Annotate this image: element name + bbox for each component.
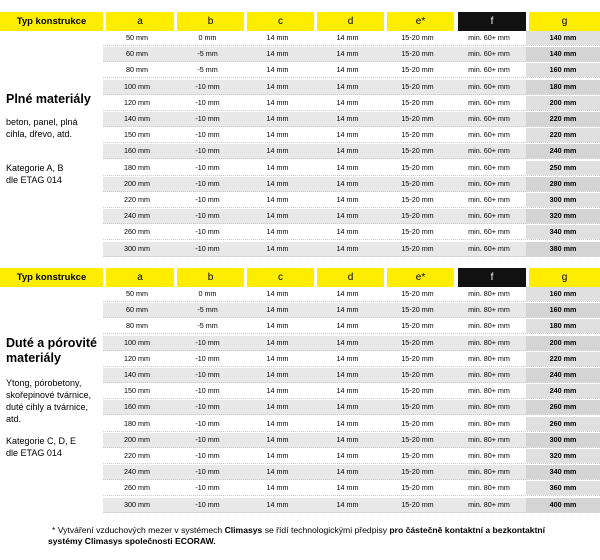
header-col-b: b bbox=[177, 12, 244, 31]
cell-d: 14 mm bbox=[336, 370, 359, 379]
cell-c: 14 mm bbox=[266, 434, 289, 444]
cell-d: 14 mm bbox=[336, 321, 359, 331]
cell-b: -10 mm bbox=[195, 227, 220, 237]
cell-b: -10 mm bbox=[195, 499, 220, 509]
header-col-c: c bbox=[247, 12, 314, 31]
cell-a: 160 mm bbox=[124, 146, 150, 156]
cell-d: 14 mm bbox=[336, 451, 359, 460]
cell-c: 14 mm bbox=[266, 162, 289, 172]
cell-c: 14 mm bbox=[266, 499, 289, 509]
cell-f: min. 60+ mm bbox=[468, 114, 510, 123]
section-category-line-2: dle ETAG 014 bbox=[6, 175, 62, 185]
cell-g: 200 mm bbox=[526, 336, 600, 350]
cell-g: 180 mm bbox=[526, 80, 600, 94]
cell-d: 14 mm bbox=[336, 305, 359, 315]
cell-a: 60 mm bbox=[126, 305, 148, 315]
table-row bbox=[103, 481, 600, 496]
cell-g: 240 mm bbox=[526, 144, 600, 158]
cell-c: 14 mm bbox=[266, 386, 289, 396]
table-row bbox=[103, 63, 600, 78]
table-row bbox=[103, 47, 600, 62]
cell-c: 14 mm bbox=[266, 211, 289, 221]
header-col-f: f bbox=[458, 12, 526, 31]
cell-g: 200 mm bbox=[526, 96, 600, 110]
cell-d: 14 mm bbox=[336, 467, 359, 477]
cell-e: 15-20 mm bbox=[401, 321, 434, 331]
header-col-a: a bbox=[106, 12, 174, 31]
cell-e: 15-20 mm bbox=[401, 65, 434, 75]
cell-d: 14 mm bbox=[336, 33, 359, 42]
cell-f: min. 80+ mm bbox=[468, 451, 510, 460]
cell-g: 300 mm bbox=[526, 193, 600, 207]
cell-e: 15-20 mm bbox=[401, 146, 434, 156]
cell-g: 250 mm bbox=[526, 161, 600, 175]
cell-c: 14 mm bbox=[266, 243, 289, 253]
cell-c: 14 mm bbox=[266, 483, 289, 493]
cell-f: min. 80+ mm bbox=[468, 353, 510, 363]
table-row bbox=[103, 80, 600, 95]
cell-e: 15-20 mm bbox=[401, 162, 434, 172]
cell-e: 15-20 mm bbox=[401, 434, 434, 444]
cell-c: 14 mm bbox=[266, 402, 289, 412]
cell-f: min. 80+ mm bbox=[468, 321, 510, 331]
cell-b: -5 mm bbox=[197, 65, 218, 75]
cell-b: -10 mm bbox=[195, 243, 220, 253]
table-row bbox=[103, 498, 600, 513]
table-row bbox=[103, 449, 600, 464]
cell-e: 15-20 mm bbox=[401, 483, 434, 493]
cell-e: 15-20 mm bbox=[401, 289, 434, 298]
section-title: Plné materiály bbox=[6, 92, 91, 106]
header-col-b: b bbox=[177, 268, 244, 287]
cell-f: min. 80+ mm bbox=[468, 483, 510, 493]
cell-f: min. 80+ mm bbox=[468, 305, 510, 315]
cell-e: 15-20 mm bbox=[401, 114, 434, 123]
cell-a: 220 mm bbox=[124, 451, 150, 460]
cell-g: 160 mm bbox=[526, 63, 600, 77]
cell-f: min. 60+ mm bbox=[468, 178, 510, 188]
cell-a: 50 mm bbox=[126, 33, 148, 42]
cell-g: 140 mm bbox=[526, 47, 600, 61]
cell-g: 320 mm bbox=[526, 209, 600, 223]
cell-b: -10 mm bbox=[195, 97, 220, 107]
cell-g: 220 mm bbox=[526, 352, 600, 366]
cell-f: min. 60+ mm bbox=[468, 130, 510, 140]
cell-b: -10 mm bbox=[195, 114, 220, 123]
section-category-line-2: dle ETAG 014 bbox=[6, 448, 62, 458]
section-desc-line-2: cihla, dřevo, atd. bbox=[6, 129, 73, 139]
cell-e: 15-20 mm bbox=[401, 130, 434, 140]
cell-b: -10 mm bbox=[195, 370, 220, 379]
cell-g: 340 mm bbox=[526, 225, 600, 239]
cell-d: 14 mm bbox=[336, 289, 359, 298]
cell-g: 280 mm bbox=[526, 177, 600, 191]
cell-g: 140 mm bbox=[526, 31, 600, 45]
cell-f: min. 80+ mm bbox=[468, 337, 510, 347]
cell-b: -10 mm bbox=[195, 178, 220, 188]
cell-a: 80 mm bbox=[126, 321, 148, 331]
cell-b: -10 mm bbox=[195, 130, 220, 140]
table-row bbox=[103, 31, 600, 46]
cell-f: min. 60+ mm bbox=[468, 49, 510, 59]
cell-d: 14 mm bbox=[336, 178, 359, 188]
table-row bbox=[103, 96, 600, 111]
cell-f: min. 80+ mm bbox=[468, 467, 510, 477]
cell-c: 14 mm bbox=[266, 178, 289, 188]
cell-b: -10 mm bbox=[195, 353, 220, 363]
cell-g: 240 mm bbox=[526, 368, 600, 382]
footnote-part-2: Climasys bbox=[224, 525, 263, 535]
cell-a: 60 mm bbox=[126, 49, 148, 59]
cell-f: min. 60+ mm bbox=[468, 227, 510, 237]
cell-g: 400 mm bbox=[526, 498, 600, 512]
cell-c: 14 mm bbox=[266, 337, 289, 347]
cell-a: 260 mm bbox=[124, 483, 150, 493]
section-desc-line-4: atd. bbox=[6, 414, 22, 424]
cell-e: 15-20 mm bbox=[401, 49, 434, 59]
cell-d: 14 mm bbox=[336, 386, 359, 396]
cell-a: 240 mm bbox=[124, 211, 150, 221]
cell-d: 14 mm bbox=[336, 146, 359, 156]
cell-e: 15-20 mm bbox=[401, 386, 434, 396]
cell-b: -10 mm bbox=[195, 483, 220, 493]
cell-f: min. 60+ mm bbox=[468, 243, 510, 253]
cell-b: -10 mm bbox=[195, 337, 220, 347]
table-row bbox=[103, 400, 600, 415]
section-desc-line-1: beton, panel, plná bbox=[6, 117, 78, 127]
table-row bbox=[103, 209, 600, 224]
table-row bbox=[103, 319, 600, 334]
cell-d: 14 mm bbox=[336, 353, 359, 363]
cell-f: min. 80+ mm bbox=[468, 499, 510, 509]
section-category-line-1: Kategorie A, B bbox=[6, 163, 64, 173]
cell-d: 14 mm bbox=[336, 434, 359, 444]
cell-f: min. 60+ mm bbox=[468, 146, 510, 156]
table-row bbox=[103, 144, 600, 159]
cell-e: 15-20 mm bbox=[401, 402, 434, 412]
cell-c: 14 mm bbox=[266, 81, 289, 91]
cell-b: -10 mm bbox=[195, 451, 220, 460]
cell-a: 260 mm bbox=[124, 227, 150, 237]
table-section-hollow bbox=[0, 268, 600, 508]
cell-b: -5 mm bbox=[197, 49, 218, 59]
section-title-line-1: Duté a pórovité bbox=[6, 336, 97, 350]
cell-g: 240 mm bbox=[526, 384, 600, 398]
cell-c: 14 mm bbox=[266, 353, 289, 363]
section-category-line-1: Kategorie C, D, E bbox=[6, 436, 77, 446]
cell-e: 15-20 mm bbox=[401, 211, 434, 221]
cell-g: 160 mm bbox=[526, 287, 600, 301]
cell-g: 260 mm bbox=[526, 417, 600, 431]
table-row bbox=[103, 128, 600, 143]
cell-b: -10 mm bbox=[195, 146, 220, 156]
cell-g: 160 mm bbox=[526, 303, 600, 317]
section-desc-line-2: skořepinové tvárnice, bbox=[6, 390, 92, 400]
cell-a: 120 mm bbox=[124, 97, 150, 107]
cell-e: 15-20 mm bbox=[401, 451, 434, 460]
cell-b: -10 mm bbox=[195, 418, 220, 428]
cell-c: 14 mm bbox=[266, 195, 289, 204]
cell-a: 300 mm bbox=[124, 499, 150, 509]
cell-d: 14 mm bbox=[336, 337, 359, 347]
cell-a: 120 mm bbox=[124, 353, 150, 363]
cell-a: 180 mm bbox=[124, 418, 150, 428]
table-row bbox=[103, 352, 600, 367]
cell-b: -10 mm bbox=[195, 467, 220, 477]
cell-f: min. 80+ mm bbox=[468, 370, 510, 379]
cell-f: min. 60+ mm bbox=[468, 81, 510, 91]
cell-d: 14 mm bbox=[336, 483, 359, 493]
cell-e: 15-20 mm bbox=[401, 81, 434, 91]
cell-d: 14 mm bbox=[336, 418, 359, 428]
cell-a: 150 mm bbox=[124, 386, 150, 396]
cell-a: 200 mm bbox=[124, 434, 150, 444]
cell-b: -10 mm bbox=[195, 162, 220, 172]
cell-b: -5 mm bbox=[197, 321, 218, 331]
cell-c: 14 mm bbox=[266, 114, 289, 123]
header-col-c: c bbox=[247, 268, 314, 287]
cell-c: 14 mm bbox=[266, 97, 289, 107]
cell-d: 14 mm bbox=[336, 114, 359, 123]
table-row bbox=[103, 433, 600, 448]
table-row bbox=[103, 193, 600, 208]
cell-a: 140 mm bbox=[124, 114, 150, 123]
table-row bbox=[103, 303, 600, 318]
cell-d: 14 mm bbox=[336, 499, 359, 509]
cell-d: 14 mm bbox=[336, 402, 359, 412]
cell-f: min. 80+ mm bbox=[468, 402, 510, 412]
cell-e: 15-20 mm bbox=[401, 33, 434, 42]
cell-b: -10 mm bbox=[195, 211, 220, 221]
table-row bbox=[103, 225, 600, 240]
header-col-f: f bbox=[458, 268, 526, 287]
cell-g: 220 mm bbox=[526, 112, 600, 126]
cell-a: 100 mm bbox=[124, 337, 150, 347]
cell-e: 15-20 mm bbox=[401, 418, 434, 428]
cell-a: 150 mm bbox=[124, 130, 150, 140]
cell-g: 360 mm bbox=[526, 481, 600, 495]
table-row bbox=[103, 336, 600, 351]
cell-g: 320 mm bbox=[526, 449, 600, 463]
footnote-part-1: * Vytváření vzduchových mezer v systémech bbox=[52, 525, 225, 535]
cell-e: 15-20 mm bbox=[401, 178, 434, 188]
cell-c: 14 mm bbox=[266, 289, 289, 298]
header-type-construction: Typ konstrukce bbox=[0, 12, 103, 31]
cell-d: 14 mm bbox=[336, 97, 359, 107]
table-row bbox=[103, 242, 600, 257]
table-row bbox=[103, 177, 600, 192]
table-row bbox=[103, 465, 600, 480]
cell-e: 15-20 mm bbox=[401, 305, 434, 315]
cell-a: 50 mm bbox=[126, 289, 148, 298]
cell-b: -10 mm bbox=[195, 434, 220, 444]
cell-g: 300 mm bbox=[526, 433, 600, 447]
cell-c: 14 mm bbox=[266, 49, 289, 59]
header-col-e: e* bbox=[387, 268, 454, 287]
footnote-part-3: se řídí technologickými předpisy bbox=[262, 525, 390, 535]
cell-g: 180 mm bbox=[526, 319, 600, 333]
table-row bbox=[103, 384, 600, 399]
cell-f: min. 60+ mm bbox=[468, 33, 510, 42]
cell-d: 14 mm bbox=[336, 65, 359, 75]
footnote-part-4: pro částečně kontaktní a bezkontaktní bbox=[389, 525, 546, 535]
cell-f: min. 60+ mm bbox=[468, 195, 510, 204]
cell-a: 100 mm bbox=[124, 81, 150, 91]
header-col-g: g bbox=[529, 12, 600, 31]
cell-c: 14 mm bbox=[266, 227, 289, 237]
cell-b: -10 mm bbox=[195, 402, 220, 412]
header-type-construction: Typ konstrukce bbox=[0, 268, 103, 287]
cell-d: 14 mm bbox=[336, 227, 359, 237]
cell-g: 260 mm bbox=[526, 400, 600, 414]
cell-g: 220 mm bbox=[526, 128, 600, 142]
cell-e: 15-20 mm bbox=[401, 467, 434, 477]
cell-e: 15-20 mm bbox=[401, 97, 434, 107]
cell-f: min. 60+ mm bbox=[468, 65, 510, 75]
cell-c: 14 mm bbox=[266, 467, 289, 477]
cell-b: -5 mm bbox=[197, 305, 218, 315]
cell-e: 15-20 mm bbox=[401, 243, 434, 253]
header-col-g: g bbox=[529, 268, 600, 287]
cell-e: 15-20 mm bbox=[401, 195, 434, 204]
cell-c: 14 mm bbox=[266, 130, 289, 140]
section-desc-line-3: duté cihly a tvárnice, bbox=[6, 402, 89, 412]
cell-b: -10 mm bbox=[195, 81, 220, 91]
cell-f: min. 80+ mm bbox=[468, 434, 510, 444]
header-col-a: a bbox=[106, 268, 174, 287]
cell-e: 15-20 mm bbox=[401, 337, 434, 347]
header-col-d: d bbox=[317, 268, 384, 287]
cell-d: 14 mm bbox=[336, 211, 359, 221]
cell-a: 160 mm bbox=[124, 402, 150, 412]
cell-e: 15-20 mm bbox=[401, 370, 434, 379]
cell-c: 14 mm bbox=[266, 146, 289, 156]
cell-f: min. 80+ mm bbox=[468, 418, 510, 428]
table-row bbox=[103, 161, 600, 176]
table-row bbox=[103, 368, 600, 383]
cell-c: 14 mm bbox=[266, 321, 289, 331]
cell-a: 80 mm bbox=[126, 65, 148, 75]
cell-d: 14 mm bbox=[336, 49, 359, 59]
section-desc-line-1: Ytong, pórobetony, bbox=[6, 378, 82, 388]
cell-c: 14 mm bbox=[266, 65, 289, 75]
cell-a: 220 mm bbox=[124, 195, 150, 204]
cell-f: min. 60+ mm bbox=[468, 211, 510, 221]
cell-d: 14 mm bbox=[336, 195, 359, 204]
footnote-part-5: systémy Climasys společnosti ECORAW. bbox=[48, 536, 216, 546]
cell-d: 14 mm bbox=[336, 162, 359, 172]
cell-e: 15-20 mm bbox=[401, 227, 434, 237]
cell-a: 180 mm bbox=[124, 162, 150, 172]
cell-c: 14 mm bbox=[266, 370, 289, 379]
cell-g: 340 mm bbox=[526, 465, 600, 479]
cell-f: min. 80+ mm bbox=[468, 289, 510, 298]
cell-b: -10 mm bbox=[195, 386, 220, 396]
table-row bbox=[103, 417, 600, 432]
cell-b: 0 mm bbox=[198, 33, 217, 42]
cell-d: 14 mm bbox=[336, 130, 359, 140]
cell-c: 14 mm bbox=[266, 305, 289, 315]
section-title-line-2: materiály bbox=[6, 351, 61, 365]
cell-f: min. 60+ mm bbox=[468, 162, 510, 172]
cell-e: 15-20 mm bbox=[401, 353, 434, 363]
cell-g: 380 mm bbox=[526, 242, 600, 256]
cell-e: 15-20 mm bbox=[401, 499, 434, 509]
header-col-d: d bbox=[317, 12, 384, 31]
table-row bbox=[103, 112, 600, 127]
cell-d: 14 mm bbox=[336, 81, 359, 91]
cell-c: 14 mm bbox=[266, 33, 289, 42]
cell-a: 200 mm bbox=[124, 178, 150, 188]
table-section-solid bbox=[0, 12, 600, 252]
cell-b: 0 mm bbox=[198, 289, 217, 298]
cell-b: -10 mm bbox=[195, 195, 220, 204]
cell-d: 14 mm bbox=[336, 243, 359, 253]
cell-f: min. 60+ mm bbox=[468, 97, 510, 107]
table-row bbox=[103, 287, 600, 302]
cell-a: 240 mm bbox=[124, 467, 150, 477]
header-col-e: e* bbox=[387, 12, 454, 31]
cell-a: 300 mm bbox=[124, 243, 150, 253]
cell-c: 14 mm bbox=[266, 418, 289, 428]
cell-f: min. 80+ mm bbox=[468, 386, 510, 396]
footnote bbox=[48, 525, 592, 547]
cell-a: 140 mm bbox=[124, 370, 150, 379]
cell-c: 14 mm bbox=[266, 451, 289, 460]
